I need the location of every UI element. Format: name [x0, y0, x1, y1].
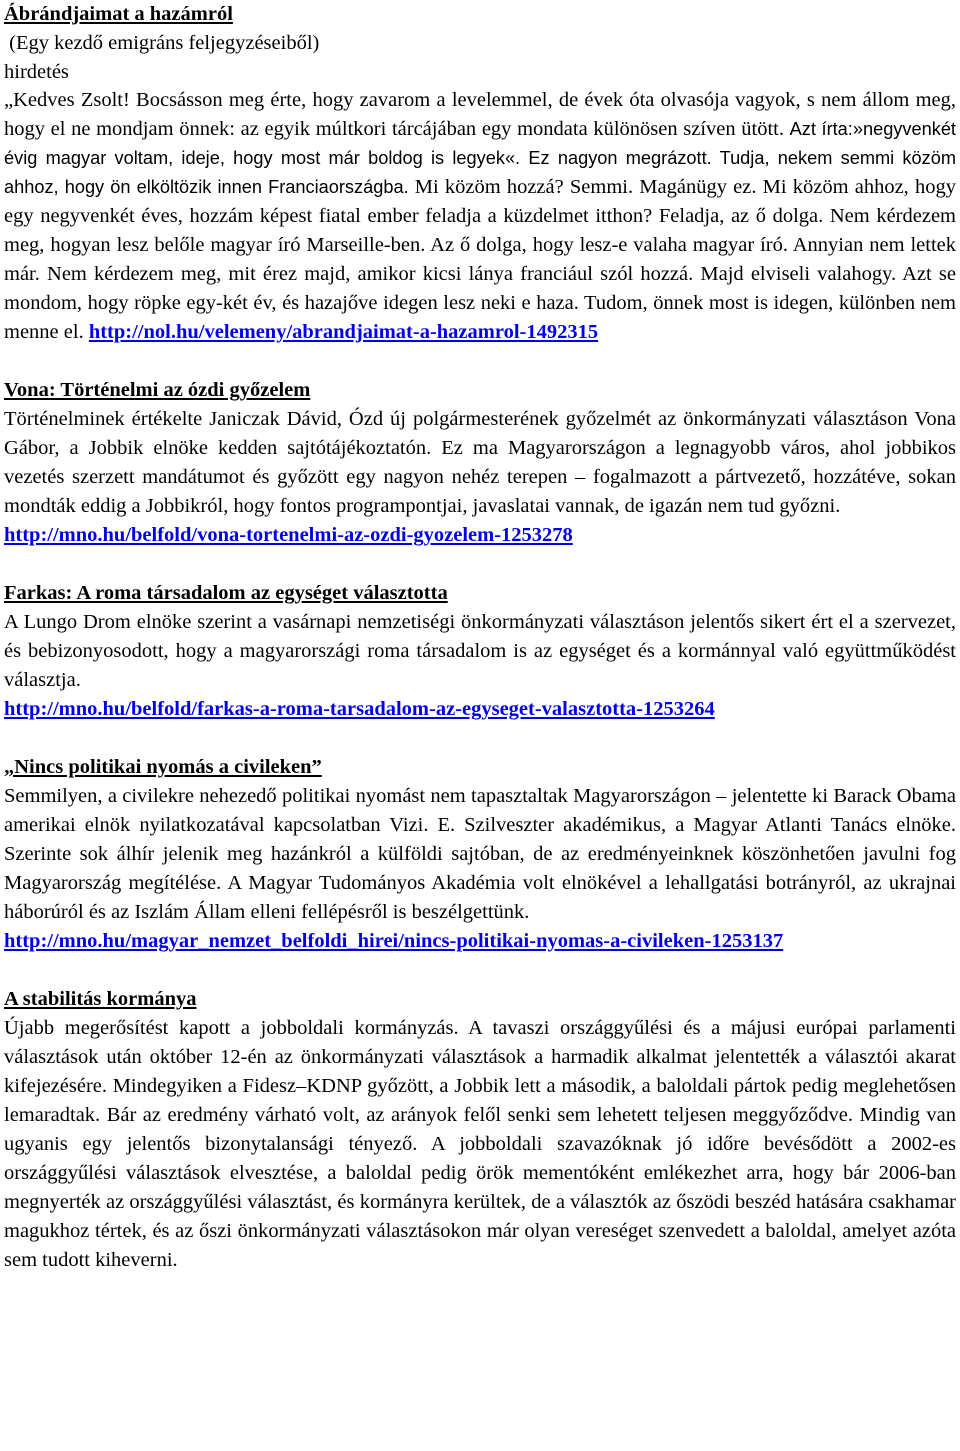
article-title: Farkas: A roma társadalom az egységet választotta: [4, 582, 448, 604]
article-body: Történelminek értékelte Janiczak Dávid, Ózd új polgármesterének győzelmét az önkormányzati választáson Vona Gábor, a Jobbik elnöke kedden sajtótájékoztatón. Ez ma Magyarországon a legnagyobb város, ahol jobbikos vezetés szerzett mandátumot és győzött egy nagyon nehéz terepen – fogalmazott a pártvezető, hozzátéve, sokan mondták eddig a Jobbikról, hogy fontos programpontjai, javaslatai vannak, de igazán nem tud győzni.: [4, 408, 956, 517]
article-link[interactable]: http://mno.hu/belfold/vona-tortenelmi-az-ozdi-gyozelem-1253278: [4, 524, 573, 546]
article-link[interactable]: http://nol.hu/velemeny/abrandjaimat-a-hazamrol-1492315: [88, 321, 599, 343]
article-link[interactable]: http://mno.hu/belfold/farkas-a-roma-tarsadalom-az-egyseget-valasztotta-1253264: [4, 698, 715, 720]
article-title: Vona: Történelmi az ózdi győzelem: [4, 379, 311, 401]
article-title: „Nincs politikai nyomás a civileken”: [4, 756, 322, 778]
article-body: [4, 86, 956, 347]
article-body-serif: „Kedves Zsolt! Bocsásson meg érte, hogy zavarom a levelemmel, de évek óta olvasója vagyok, s nem állom meg, hogy el ne mondjam önnek: az egyik múltkori tárcájában egy mondata különösen szíven ütött.: [4, 89, 956, 140]
article-nincs-politikai-nyomas: [4, 753, 956, 956]
document-page: [4, 0, 956, 1275]
article-link[interactable]: http://mno.hu/magyar_nemzet_belfoldi_hirei/nincs-politikai-nyomas-a-civileken-1253137: [4, 930, 784, 952]
article-body: Semmilyen, a civilekre nehezedő politikai nyomást nem tapasztaltak Magyarországon – jelentette ki Barack Obama amerikai elnök nyilatkozatával kapcsolatban Vizi. E. Szilveszter akadémikus, a Magyar Atlanti Tanács elnöke. Szerinte sok álhír jelenik meg hazánkról a külföldi sajtóban, de az eredményeinknek köszönhetően javulni fog Magyarország megítélése. A Magyar Tudományos Akadémia volt elnökével a lehallgatási botrányról, az ukrajnai háborúról és az Iszlám Állam elleni fellépésről is beszélgettünk.: [4, 785, 956, 923]
article-vona: [4, 376, 956, 550]
article-title: A stabilitás kormánya: [4, 988, 197, 1010]
article-body-sans: Azt írta:»negyvenkét évig magyar voltam, ideje, hogy most már boldog is legyek«. Ez nagyon megrázott. Tudja, nekem semmi közöm ahhoz, hogy ön elköltözik innen Franciaországba.: [4, 119, 956, 197]
article-title: Ábrándjaimat a hazámról: [4, 3, 233, 25]
article-abrandjaimat: [4, 0, 956, 347]
article-farkas: [4, 579, 956, 724]
article-body-rest: Mi közöm hozzá? Semmi. Magánügy ez. Mi közöm ahhoz, hogy egy negyvenkét éves, hozzám képest fiatal ember feladja a küzdelmet itthon? Feladja, az ő dolga. Nem kérdezem meg, hogyan lesz belőle magyar író Marseille-ben. Az ő dolga, hogy lesz-e valaha magyar író. Annyian nem lettek már. Nem kérdezem meg, mit érez majd, amikor kicsi lánya franciául szól hozzá. Majd elviseli valahogy. Azt se mondom, hogy röpke egy-két év, és hazajőve idegen lesz neki e haza. Tudom, önnek most is idegen, különben nem menne el.: [4, 176, 956, 343]
article-subtitle: (Egy kezdő emigráns feljegyzéseiből): [4, 32, 320, 54]
article-stabilitas: [4, 985, 956, 1275]
article-body: A Lungo Drom elnöke szerint a vasárnapi nemzetiségi önkormányzati választáson jelentős sikert ért el a szervezet, és bebizonyosodott, hogy a magyarországi roma társadalom is az egységet és a kormánnyal való együttműködést választja.: [4, 611, 956, 691]
article-label: hirdetés: [4, 60, 69, 83]
article-body: Újabb megerősítést kapott a jobboldali kormányzás. A tavaszi országgyűlési és a májusi európai parlamenti választások után október 12-én az önkormányzati választások a harmadik alkalmat jelentették a választói akarat kifejezésére. Mindegyiken a Fidesz–KDNP győzött, a Jobbik lett a második, a baloldali pártok pedig meglehetősen lemaradtak. Bár az eredmény várható volt, az arányok felől senki sem lehetett teljesen meggyőződve. Mindig van ugyanis egy jelentős bizonytalansági tényező. A jobboldali szavazóknak jó időre bevésődött a 2002-es országgyűlési választások elvesztése, a baloldal pedig örök mementóként emlékezhet arra, hogy bár 2006-ban megnyerték az országgyűlési választást, és kormányra kerültek, de a választók az őszödi beszéd hatására csakhamar magukhoz tértek, és az őszi önkormányzati választásokon már olyan vereséget szenvedett a baloldal, amelyet azóta sem tudott kiheverni.: [4, 1017, 956, 1271]
